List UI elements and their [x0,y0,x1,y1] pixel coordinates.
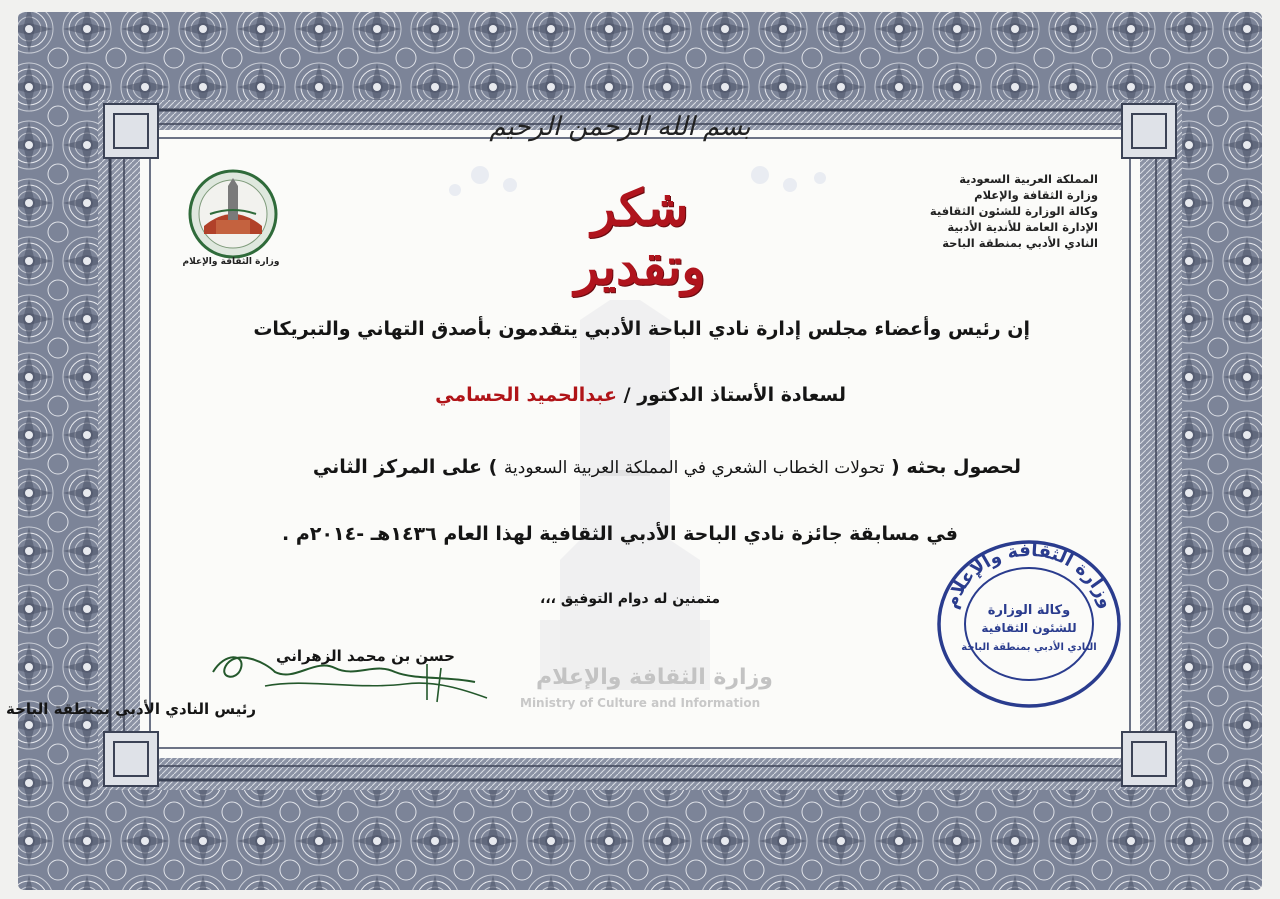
org-line-country: المملكة العربية السعودية [959,172,1098,186]
org-line-ministry: وزارة الثقافة والإعلام [974,188,1098,202]
basmala: بسم الله الرحمن الرحيم [489,112,751,142]
award-line: في مسابقة جائزة نادي الباحة الأدبي الثقافية لهذا العام ١٤٣٦هـ -٢٠١٤م . [282,523,958,545]
research-suffix: ) على المركز الثاني [312,456,498,478]
ministry-watermark-arabic: وزارة الثقافة والإعلام [536,665,773,690]
certificate-title: شكر وتقدير [574,178,706,296]
org-line-department: الإدارة العامة للأندية الأدبية [947,220,1098,234]
recipient-title: لسعادة الأستاذ الدكتور / [623,384,846,406]
research-prefix: لحصول بحثه ( [891,456,1021,478]
stamp-outer-text: وزارة الثقافة والإعلام [940,539,1118,612]
recipient-line [435,384,846,406]
recipient-name: عبدالحميد الحسامي [435,384,618,406]
signatory-name: حسن بن محمد الزهراني [276,647,455,665]
org-line-agency: وكالة الوزارة للشئون الثقافية [929,204,1098,218]
congratulation-line: إن رئيس وأعضاء مجلس إدارة نادي الباحة الأدبي يتقدمون بأصدق التهاني والتبريكات [253,318,1030,340]
stamp-line-2: للشئون الثقافية [981,621,1077,635]
research-topic: تحولات الخطاب الشعري في المملكة العربية السعودية [503,458,885,478]
ministry-watermark-english: Ministry of Culture and Information [520,696,761,710]
org-line-club: النادي الأدبي بمنطقة الباحة [942,236,1098,250]
closing-line: متمنين له دوام التوفيق ،،، [540,591,720,607]
stamp-line-1: وكالة الوزارة [987,603,1071,618]
logo-caption: وزارة الثقافة والإعلام [182,257,280,267]
club-logo [182,168,284,260]
stamp-line-3: النادي الأدبي بمنطقة الباحة [961,642,1097,653]
official-stamp [932,536,1126,710]
svg-text:وزارة الثقافة والإعلام [941,540,1117,611]
research-line [313,456,1021,478]
signatory-title: رئيس النادي الأدبي بمنطقة الباحة [5,700,256,718]
